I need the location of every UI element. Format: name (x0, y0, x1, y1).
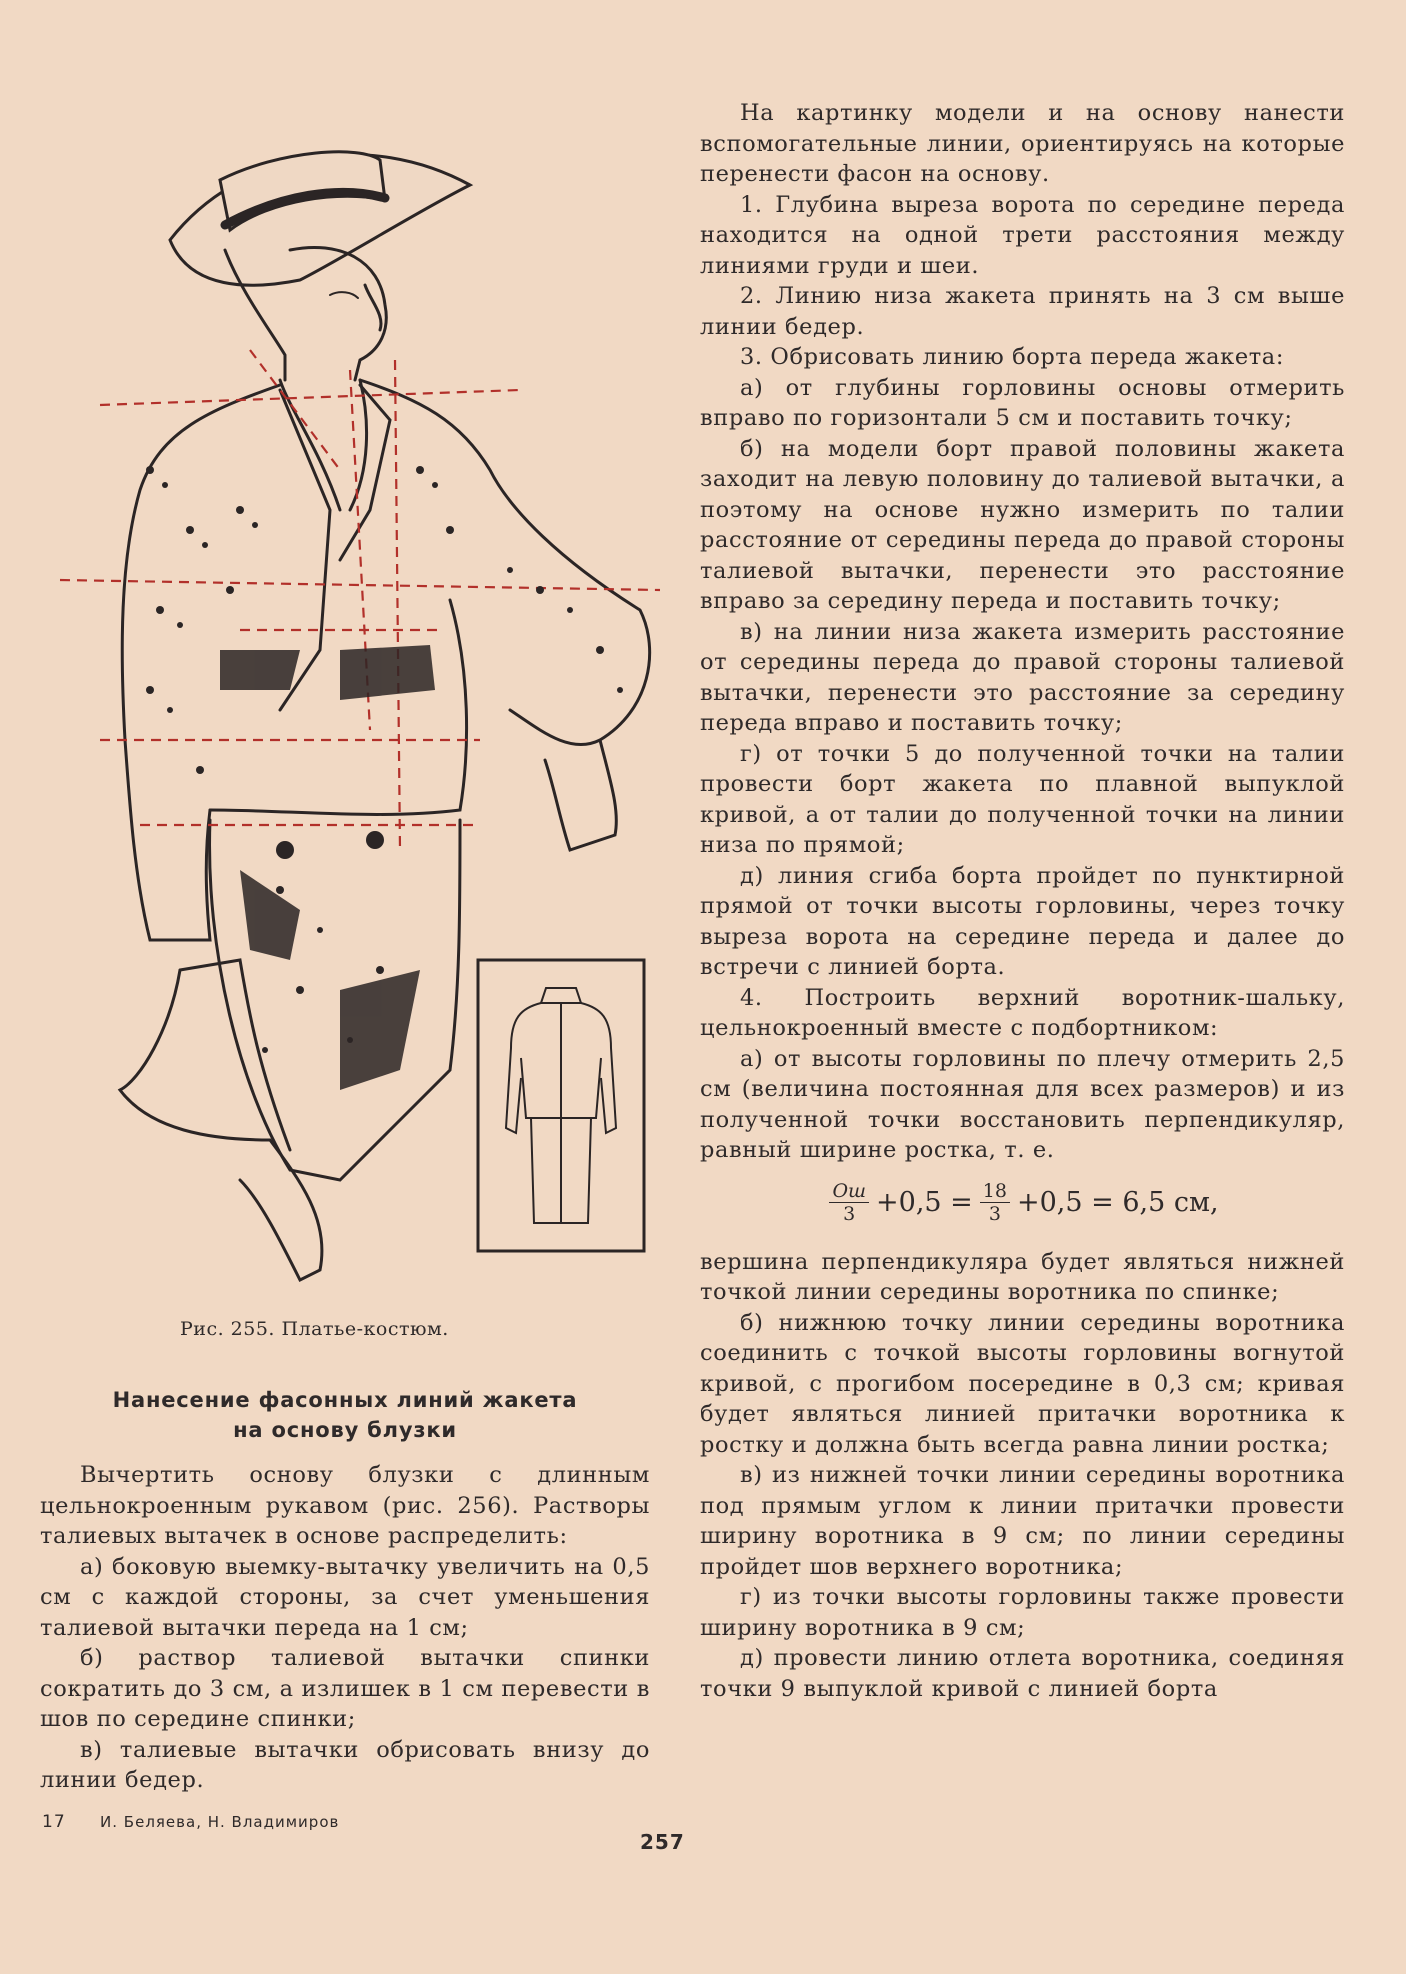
paragraph: д) провести линию отлета воротника, соединяя точки 9 выпуклой кривой с линией борта (700, 1645, 1345, 1702)
formula-part: +0,5 = 6,5 см, (1016, 1186, 1219, 1218)
fraction-numerator: 18 (980, 1180, 1010, 1203)
paragraph: вершина перпендикуляра будет являться нижней точкой линии середины воротника по спинке; (700, 1248, 1345, 1305)
paragraph: На картинку модели и на основу нанести вспомогательные линии, ориентируясь на которые перенести фасон на основу. (700, 100, 1345, 187)
paragraph: а) от глубины горловины основы отмерить вправо по горизонтали 5 см и поставить точку; (700, 374, 1345, 431)
fraction (980, 1180, 1010, 1225)
paragraph: г) из точки высоты горловины также провести ширину воротника в 9 см; (700, 1584, 1345, 1641)
paragraph: 3. Обрисовать линию борта переда жакета: (740, 344, 1285, 370)
page-footer (42, 1812, 685, 1854)
fraction-numerator: Ош (829, 1180, 869, 1203)
paragraph: 2. Линию низа жакета принять на 3 см выше линии бедер. (700, 283, 1345, 340)
paragraph: б) на модели борт правой половины жакета заходит на левую половину до талиевой вытачки, а поэтому на основе нужно измерить по талии расстояние от середины переда до правой стороны талиевой вытачки, перенести это расстояние вправо за середину переда и поставить точку; (700, 435, 1345, 614)
fraction (829, 1180, 869, 1225)
paragraph: в) талиевые вытачки обрисовать внизу до линии бедер. (40, 1736, 650, 1793)
section-heading-line2: на основу блузки (233, 1418, 457, 1442)
paragraph: г) от точки 5 до полученной точки на талии провести борт жакета по плавной выпуклой кривой, а от талии до полученной точки на линии низа по прямой; (700, 740, 1345, 858)
printer-signature: 17 (42, 1812, 66, 1832)
fraction-denominator: 3 (843, 1202, 856, 1225)
paragraph: д) линия сгиба борта пройдет по пунктирной прямой от точки высоты горловины, через точку выреза ворота на середине переда и далее до встречи с линией борта. (700, 862, 1345, 980)
paragraph: б) нижнюю точку линии середины воротника соединить с точкой высоты горловины вогнутой кривой, с прогибом посередине в 0,3 см; кривая будет являться линией притачки воротника к ростку и должна быть всегда равна линии ростка; (700, 1309, 1345, 1458)
footer-authors: И. Беляева, Н. Владимиров (100, 1813, 340, 1831)
paragraph: а) боковую выемку-вытачку увеличить на 0,5 см с каждой стороны, за счет уменьшения талиевой вытачки переда на 1 см; (40, 1553, 650, 1641)
section-heading-line1: Нанесение фасонных линий жакета (112, 1388, 578, 1412)
paragraph: 4. Построить верхний воротник-шальку, цельнокроенный вместе с подбортником: (700, 984, 1345, 1041)
paragraph: б) раствор талиевой вытачки спинки сократить до 3 см, а излишек в 1 см перевести в шов по середине спинки; (40, 1645, 650, 1732)
paragraph: в) из нижней точки линии середины воротника под прямым углом к линии притачки провести ширину воротника в 9 см; по линии середины пройдет шов верхнего воротника; (700, 1462, 1345, 1580)
paragraph: в) на линии низа жакета измерить расстояние от середины переда до правой стороны талиевой вытачки, перенести это расстояние за середину переда вправо и поставить точку; (700, 618, 1345, 736)
left-column-text (40, 1460, 650, 1796)
paragraph: 1. Глубина выреза ворота по середине переда находится на одной трети расстояния между линиями груди и шеи. (700, 191, 1345, 279)
figure-caption: Рис. 255. Платье-костюм. (180, 1318, 449, 1340)
fraction-denominator: 3 (988, 1202, 1001, 1225)
formula (700, 1180, 1345, 1225)
page-number: 257 (640, 1830, 685, 1854)
section-heading (40, 1385, 650, 1445)
paragraph: а) от высоты горловины по плечу отмерить 2,5 см (величина постоянная для всех размеров) и из полученной точки восстановить перпендикуляр, равный ширине ростка, т. е. (700, 1045, 1345, 1163)
back-view-inset (476, 958, 646, 1253)
right-column-text (700, 98, 1345, 1704)
paragraph: Вычертить основу блузки с длинным цельнокроенным рукавом (рис. 256). Растворы талиевых вытачек в основе распределить: (40, 1462, 650, 1549)
formula-part: +0,5 = (876, 1186, 973, 1218)
